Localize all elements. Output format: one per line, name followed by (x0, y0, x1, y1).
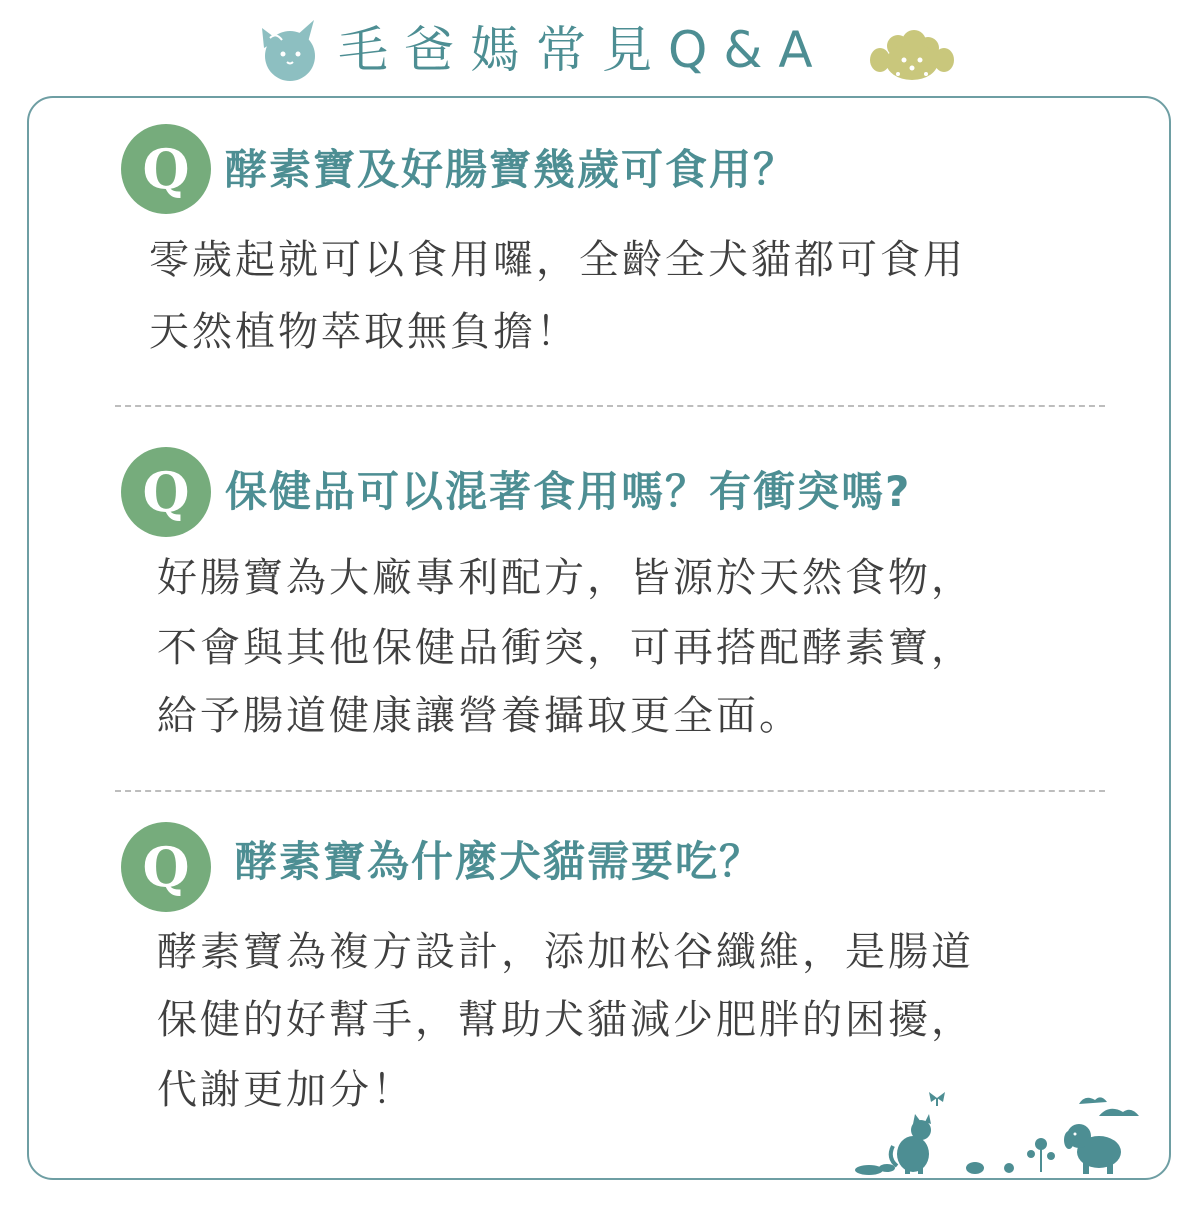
cloud-icon (1079, 1097, 1139, 1116)
answer-line: 酵素寶為複方設計，添加松谷纖維，是腸道 (157, 929, 974, 975)
section-divider (115, 790, 1105, 792)
answer-line: 保健的好幫手，幫助犬貓減少肥胖的困擾， (157, 997, 974, 1043)
qa-card (27, 96, 1171, 1180)
page-header (0, 10, 1201, 86)
q-badge: Q (121, 822, 211, 912)
answer-line: 好腸寶為大廠專利配方，皆源於天然食物， (157, 555, 974, 601)
answer-line: 不會與其他保健品衝突，可再搭配酵素寶， (157, 625, 974, 671)
q-badge: Q (121, 447, 211, 537)
flower-icon (1027, 1138, 1055, 1172)
poodle-head-icon (868, 30, 956, 86)
section-divider (115, 405, 1105, 407)
answer-line: 天然植物萃取無負擔！ (149, 309, 579, 355)
answer-line: 代謝更加分！ (157, 1067, 415, 1113)
question-text: 保健品可以混著食用嗎？有衝突嗎? (225, 467, 912, 516)
q-badge: Q (121, 124, 211, 214)
question-text: 酵素寶及好腸寶幾歲可食用？ (225, 145, 798, 194)
answer-line: 零歲起就可以食用囉，全齡全犬貓都可食用 (149, 237, 966, 283)
cat-head-icon (256, 18, 322, 82)
butterfly-icon (929, 1092, 945, 1106)
dog-silhouette-icon (1064, 1124, 1121, 1174)
plant-icon (855, 1162, 1014, 1175)
pets-garden-illustration (825, 1088, 1169, 1178)
answer-line: 給予腸道健康讓營養攝取更全面。 (157, 693, 802, 739)
cat-silhouette-icon (891, 1114, 931, 1174)
page-title: 毛爸媽常見Q&A (338, 21, 829, 79)
question-text: 酵素寶為什麼犬貓需要吃？ (235, 837, 764, 886)
